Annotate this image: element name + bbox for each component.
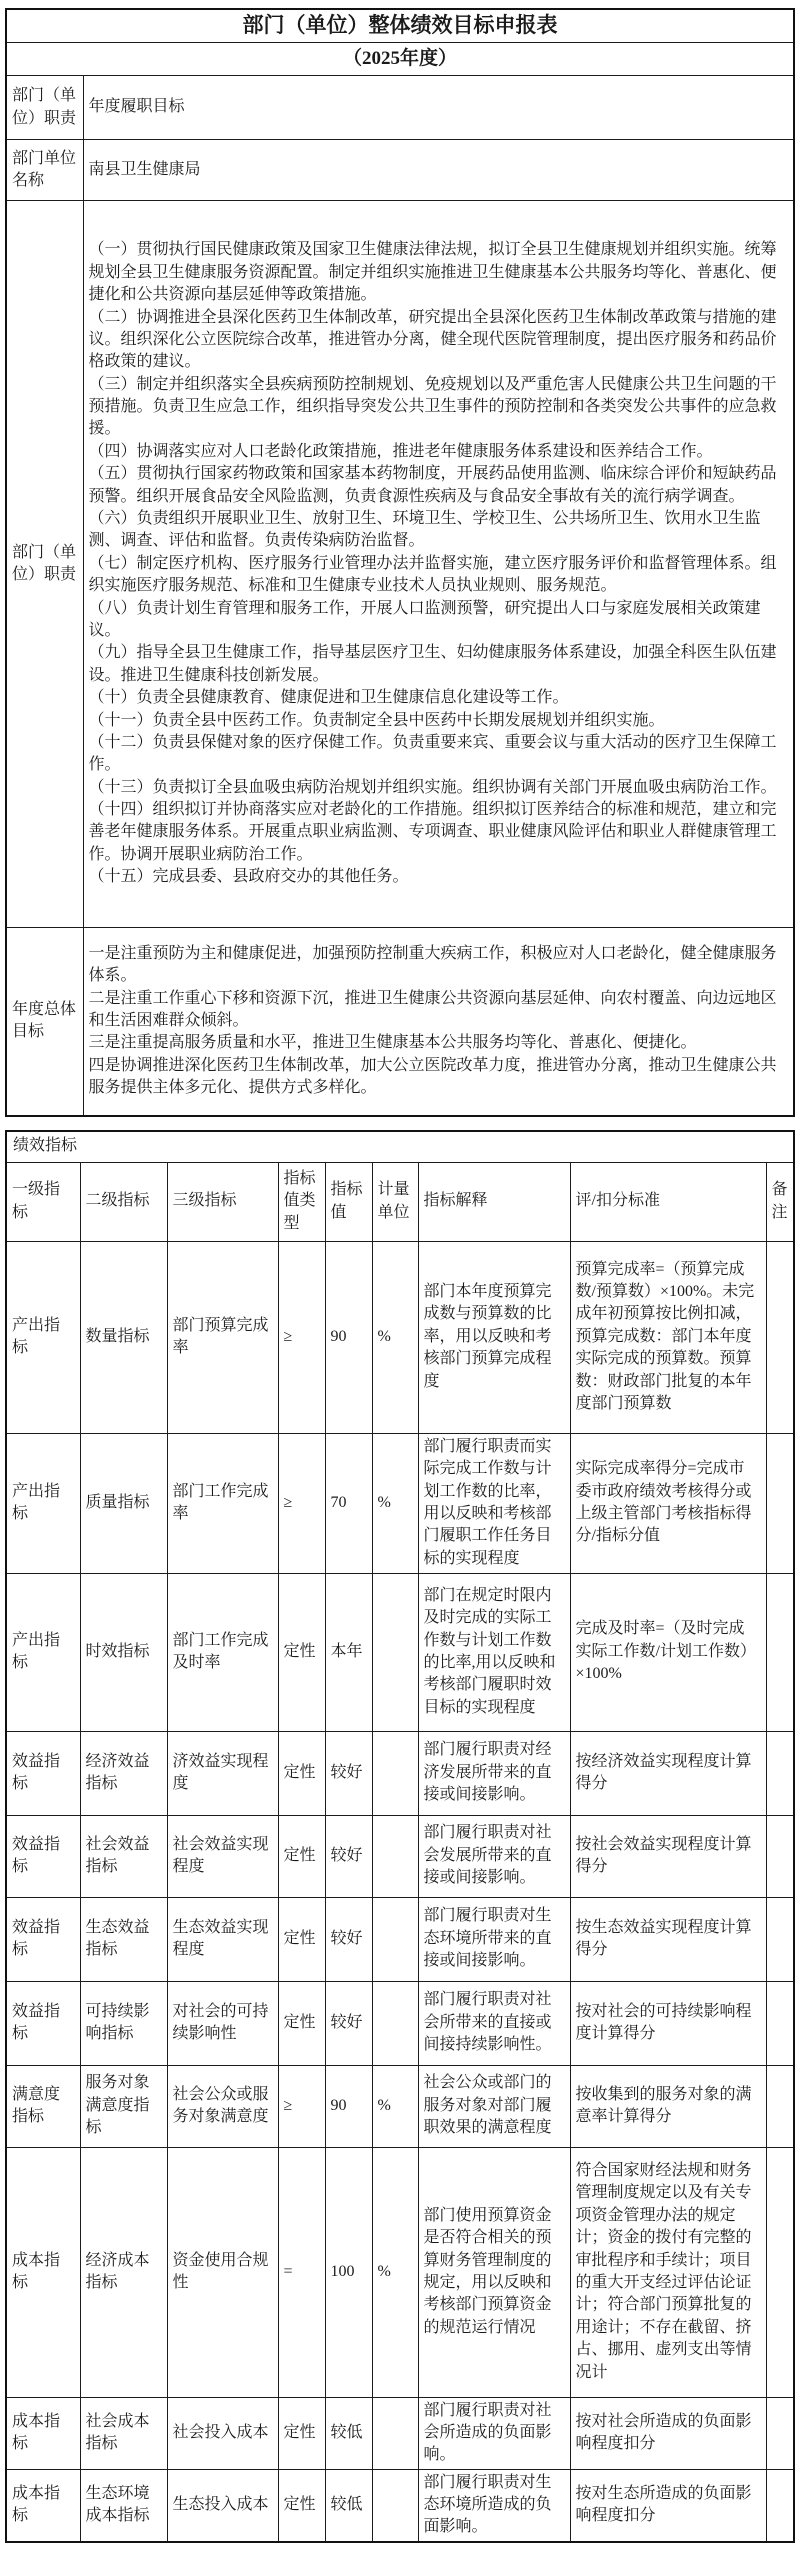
- cell-value: 较好: [325, 1731, 372, 1815]
- annual-goal-item: 四是协调推进深化医药卫生体制改革，加大公立医院改革力度，推进管办分离，推动卫生健康公共服务提供主体多元化、提供方式多样化。: [88, 1056, 777, 1097]
- cell-value: 90: [325, 1241, 372, 1433]
- cell-level1: 效益指标: [6, 1731, 80, 1815]
- dept-name-value: 南县卫生健康局: [83, 140, 794, 201]
- cell-level3: 生态效益实现程度: [167, 1897, 278, 1981]
- cell-unit: [372, 1981, 418, 2065]
- cell-scoring: 按社会效益实现程度计算得分: [570, 1815, 766, 1897]
- responsibility-item: （十四）组织拟订并协商落实应对老龄化的工作措施。组织拟订医养结合的标准和规范，建立和完善老年健康服务体系。开展重点职业病监测、专项调查、职业健康风险评估和职业人群健康管理工作。协调开展职业病防治工作。: [88, 801, 777, 863]
- cell-level3: 社会投入成本: [167, 2397, 278, 2469]
- cell-value: 较低: [325, 2469, 372, 2542]
- cell-level3: 生态投入成本: [167, 2469, 278, 2542]
- col-header-remark: 备注: [766, 1162, 794, 1241]
- cell-explanation: 部门在规定时限内及时完成的实际工作数与计划工作数的比率,用以反映和考核部门履职时效目标的实现程度: [418, 1573, 570, 1731]
- cell-unit: %: [372, 2147, 418, 2397]
- cell-level2: 社会成本指标: [80, 2397, 167, 2469]
- cell-explanation: 部门履行职责对生态环境所造成的负面影响。: [418, 2469, 570, 2542]
- responsibility-item: （十五）完成县委、县政府交办的其他任务。: [88, 868, 409, 886]
- responsibility-label: 部门（单位）职责: [6, 201, 83, 928]
- cell-level2: 数量指标: [80, 1241, 167, 1433]
- page-subtitle: （2025年度）: [6, 43, 794, 76]
- responsibility-item: （十二）负责县保健对象的医疗保健工作。负责重要来宾、重要会议与重大活动的医疗卫生保障工作。: [88, 733, 777, 774]
- responsibility-item: （六）负责组织开展职业卫生、放射卫生、环境卫生、学校卫生、公共场所卫生、饮用水卫生监测、调查、评估和监督。负责传染病防治监督。: [88, 510, 761, 550]
- responsibility-item: （一）贯彻执行国民健康政策及国家卫生健康法律法规，拟订全县卫生健康规划并组织实施。统筹规划全县卫生健康服务资源配置。制定并组织实施推进卫生健康基本公共服务均等化、普惠化、便捷化和公共资源向基层延伸等政策措施。: [88, 241, 777, 304]
- cell-value: 较好: [325, 1897, 372, 1981]
- responsibility-item: （五）贯彻执行国家药物政策和国家基本药物制度，开展药品使用监测、临床综合评价和短缺药品预警。组织开展食品安全风险监测，负责食源性疾病及与食品安全事故有关的流行病学调查。: [88, 465, 777, 505]
- cell-level1: 效益指标: [6, 1981, 80, 2065]
- cell-scoring: 按经济效益实现程度计算得分: [570, 1731, 766, 1815]
- cell-level1: 满意度指标: [6, 2065, 80, 2147]
- cell-value-type: 定性: [278, 1897, 325, 1981]
- cell-scoring: 完成及时率=（及时完成实际工作数/计划工作数）×100%: [570, 1573, 766, 1731]
- cell-value-type: 定性: [278, 1815, 325, 1897]
- cell-remark: [766, 1981, 794, 2065]
- cell-level2: 社会效益指标: [80, 1815, 167, 1897]
- responsibility-item: （十）负责全县健康教育、健康促进和卫生健康信息化建设等工作。: [88, 689, 569, 707]
- subtitle-row: [6, 43, 794, 76]
- responsibility-row: [6, 201, 794, 928]
- cell-explanation: 部门履行职责对社会所带来的直接或间接持续影响性。: [418, 1981, 570, 2065]
- cell-level2: 服务对象满意度指标: [80, 2065, 167, 2147]
- cell-level2: 生态效益指标: [80, 1897, 167, 1981]
- performance-indicators-table: [5, 1130, 795, 2543]
- cell-scoring: 实际完成率得分=完成市委市政府绩效考核得分或上级主管部门考核指标得分/指标分值: [570, 1433, 766, 1573]
- indicator-row: [6, 2397, 794, 2469]
- cell-value-type: 定性: [278, 2469, 325, 2542]
- cell-value: 较低: [325, 2397, 372, 2469]
- cell-value-type: 定性: [278, 1981, 325, 2065]
- col-header-value: 指标值: [325, 1162, 372, 1241]
- cell-scoring: 按对社会所造成的负面影响程度扣分: [570, 2397, 766, 2469]
- cell-remark: [766, 2469, 794, 2542]
- cell-explanation: 部门履行职责而实际完成工作数与计划工作数的比率，用以反映和考核部门履职工作任务目标的实现程度: [418, 1433, 570, 1573]
- responsibility-item: （八）负责计划生育管理和服务工作，开展人口监测预警，研究提出人口与家庭发展相关政策建议。: [88, 599, 761, 639]
- cell-level3: 社会公众或服务对象满意度: [167, 2065, 278, 2147]
- cell-value-type: 定性: [278, 1573, 325, 1731]
- cell-level2: 生态环境成本指标: [80, 2469, 167, 2542]
- duty-header-row: [6, 76, 794, 140]
- cell-remark: [766, 2397, 794, 2469]
- cell-remark: [766, 1897, 794, 1981]
- cell-level3: 济效益实现程度: [167, 1731, 278, 1815]
- cell-level1: 效益指标: [6, 1897, 80, 1981]
- cell-level3: 部门工作完成率: [167, 1433, 278, 1573]
- responsibility-item: （四）协调落实应对人口老龄化政策措施，推进老年健康服务体系建设和医养结合工作。: [88, 442, 713, 460]
- cell-level1: 成本指标: [6, 2397, 80, 2469]
- annual-goal-content: [83, 928, 794, 1116]
- cell-unit: [372, 1731, 418, 1815]
- dept-name-label: 部门单位名称: [6, 140, 83, 201]
- cell-scoring: 按对社会的可持续影响程度计算得分: [570, 1981, 766, 2065]
- cell-explanation: 部门履行职责对社会所造成的负面影响。: [418, 2397, 570, 2469]
- indicators-section-row: [6, 1131, 794, 1163]
- indicator-row: [6, 1573, 794, 1731]
- annual-goal-item: 二是注重工作重心下移和资源下沉，推进卫生健康公共资源向基层延伸、向农村覆盖、向边远地区和生活困难群众倾斜。: [88, 989, 777, 1030]
- title-row: [6, 9, 794, 43]
- indicator-row: [6, 1981, 794, 2065]
- cell-level2: 质量指标: [80, 1433, 167, 1573]
- cell-value: 90: [325, 2065, 372, 2147]
- cell-scoring: 预算完成率=（预算完成数/预算数）×100%。未完成年初预算按比例扣减，预算完成数：部门本年度实际完成的预算数。预算数：财政部门批复的本年度部门预算数: [570, 1241, 766, 1433]
- cell-explanation: 部门使用预算资金是否符合相关的预算财务管理制度的规定，用以反映和考核部门预算资金的规范运行情况: [418, 2147, 570, 2397]
- duty-header-label: 部门（单位）职责: [6, 76, 83, 140]
- cell-explanation: 部门履行职责对经济发展所带来的直接或间接影响。: [418, 1731, 570, 1815]
- responsibility-content: [83, 201, 794, 928]
- indicator-row: [6, 1433, 794, 1573]
- indicator-row: [6, 1241, 794, 1433]
- cell-remark: [766, 1815, 794, 1897]
- cell-level1: 产出指标: [6, 1433, 80, 1573]
- cell-remark: [766, 1573, 794, 1731]
- indicator-row: [6, 2469, 794, 2542]
- cell-unit: %: [372, 2065, 418, 2147]
- cell-scoring: 按生态效益实现程度计算得分: [570, 1897, 766, 1981]
- cell-level1: 成本指标: [6, 2469, 80, 2542]
- responsibility-item: （九）指导全县卫生健康工作，指导基层医疗卫生、妇幼健康服务体系建设，加强全科医生队伍建设。推进卫生健康科技创新发展。: [88, 644, 777, 684]
- cell-value-type: ≥: [278, 1241, 325, 1433]
- col-header-unit: 计量单位: [372, 1162, 418, 1241]
- cell-scoring: 按收集到的服务对象的满意率计算得分: [570, 2065, 766, 2147]
- col-header-value-type: 指标值类型: [278, 1162, 325, 1241]
- cell-level3: 资金使用合规性: [167, 2147, 278, 2397]
- cell-level3: 部门预算完成率: [167, 1241, 278, 1433]
- cell-value: 本年: [325, 1573, 372, 1731]
- responsibility-item: （三）制定并组织落实全县疾病预防控制规划、免疫规划以及严重危害人民健康公共卫生问题的干预措施。负责卫生应急工作，组织指导突发公共卫生事件的预防控制和各类突发公共事件的应急救援。: [88, 375, 777, 438]
- cell-level3: 对社会的可持续影响性: [167, 1981, 278, 2065]
- cell-value: 较好: [325, 1815, 372, 1897]
- annual-goal-item: 一是注重预防为主和健康促进，加强预防控制重大疾病工作，积极应对人口老龄化，健全健康服务体系。: [88, 944, 777, 985]
- cell-remark: [766, 2065, 794, 2147]
- declaration-info-table: [5, 8, 795, 1117]
- cell-unit: [372, 1573, 418, 1731]
- indicator-row: [6, 1815, 794, 1897]
- cell-level2: 经济效益指标: [80, 1731, 167, 1815]
- cell-explanation: 部门本年度预算完成数与预算数的比率，用以反映和考核部门预算完成程度: [418, 1241, 570, 1433]
- cell-value-type: ≥: [278, 2065, 325, 2147]
- cell-level2: 时效指标: [80, 1573, 167, 1731]
- cell-level2: 经济成本指标: [80, 2147, 167, 2397]
- indicator-row: [6, 1897, 794, 1981]
- cell-remark: [766, 1731, 794, 1815]
- cell-explanation: 部门履行职责对生态环境所带来的直接或间接影响。: [418, 1897, 570, 1981]
- indicators-header-row: [6, 1162, 794, 1241]
- indicator-row: [6, 1731, 794, 1815]
- responsibility-item: （十一）负责全县中医药工作。负责制定全县中医药中长期发展规划并组织实施。: [88, 711, 665, 729]
- cell-value: 70: [325, 1433, 372, 1573]
- col-header-level2: 二级指标: [80, 1162, 167, 1241]
- cell-remark: [766, 2147, 794, 2397]
- cell-explanation: 社会公众或部门的服务对象对部门履职效果的满意程度: [418, 2065, 570, 2147]
- responsibility-item: （七）制定医疗机构、医疗服务行业管理办法并监督实施，建立医疗服务评价和监督管理体系。组织实施医疗服务规范、标准和卫生健康专业技术人员执业规则、服务规范。: [88, 554, 777, 595]
- cell-level1: 效益指标: [6, 1815, 80, 1897]
- indicators-section-label: 绩效指标: [6, 1131, 794, 1163]
- cell-unit: [372, 1815, 418, 1897]
- responsibility-item: （二）协调推进全县深化医药卫生体制改革，研究提出全县深化医药卫生体制改革政策与措施的建议。组织深化公立医院综合改革，推进管办分离，健全现代医院管理制度，提出医疗服务和药品价格政策的建议。: [88, 308, 777, 371]
- cell-unit: %: [372, 1241, 418, 1433]
- indicator-row: [6, 2147, 794, 2397]
- section-gap: [5, 1117, 795, 1130]
- indicator-row: [6, 2065, 794, 2147]
- col-header-level3: 三级指标: [167, 1162, 278, 1241]
- cell-unit: [372, 2469, 418, 2542]
- cell-value: 100: [325, 2147, 372, 2397]
- cell-level1: 成本指标: [6, 2147, 80, 2397]
- cell-level2: 可持续影响指标: [80, 1981, 167, 2065]
- cell-remark: [766, 1433, 794, 1573]
- cell-unit: [372, 1897, 418, 1981]
- cell-explanation: 部门履行职责对社会发展所带来的直接或间接影响。: [418, 1815, 570, 1897]
- cell-unit: %: [372, 1433, 418, 1573]
- cell-value: 较好: [325, 1981, 372, 2065]
- cell-level3: 社会效益实现程度: [167, 1815, 278, 1897]
- cell-scoring: 符合国家财经法规和财务管理制度规定以及有关专项资金管理办法的规定计；资金的拨付有完整的审批程序和手续计；项目的重大开支经过评估论证计；符合部门预算批复的用途计；不存在截留、挤占、挪用、虚列支出等情况计: [570, 2147, 766, 2397]
- col-header-scoring: 评/扣分标准: [570, 1162, 766, 1241]
- cell-level3: 部门工作完成及时率: [167, 1573, 278, 1731]
- cell-value-type: 定性: [278, 2397, 325, 2469]
- responsibility-item: （十三）负责拟订全县血吸虫病防治规划并组织实施。组织协调有关部门开展血吸虫病防治工作。: [88, 778, 777, 796]
- cell-level1: 产出指标: [6, 1241, 80, 1433]
- duty-header-value: 年度履职目标: [83, 76, 794, 140]
- annual-goal-item: 三是注重提高服务质量和水平，推进卫生健康基本公共服务均等化、普惠化、便捷化。: [88, 1034, 697, 1052]
- cell-value-type: ≥: [278, 1433, 325, 1573]
- cell-remark: [766, 1241, 794, 1433]
- dept-name-row: [6, 140, 794, 201]
- cell-scoring: 按对生态所造成的负面影响程度扣分: [570, 2469, 766, 2542]
- cell-value-type: 定性: [278, 1731, 325, 1815]
- cell-level1: 产出指标: [6, 1573, 80, 1731]
- annual-goal-label: 年度总体目标: [6, 928, 83, 1116]
- col-header-level1: 一级指标: [6, 1162, 80, 1241]
- cell-unit: [372, 2397, 418, 2469]
- cell-value-type: =: [278, 2147, 325, 2397]
- page-title: 部门（单位）整体绩效目标申报表: [6, 9, 794, 43]
- annual-goal-row: [6, 928, 794, 1116]
- col-header-explanation: 指标解释: [418, 1162, 570, 1241]
